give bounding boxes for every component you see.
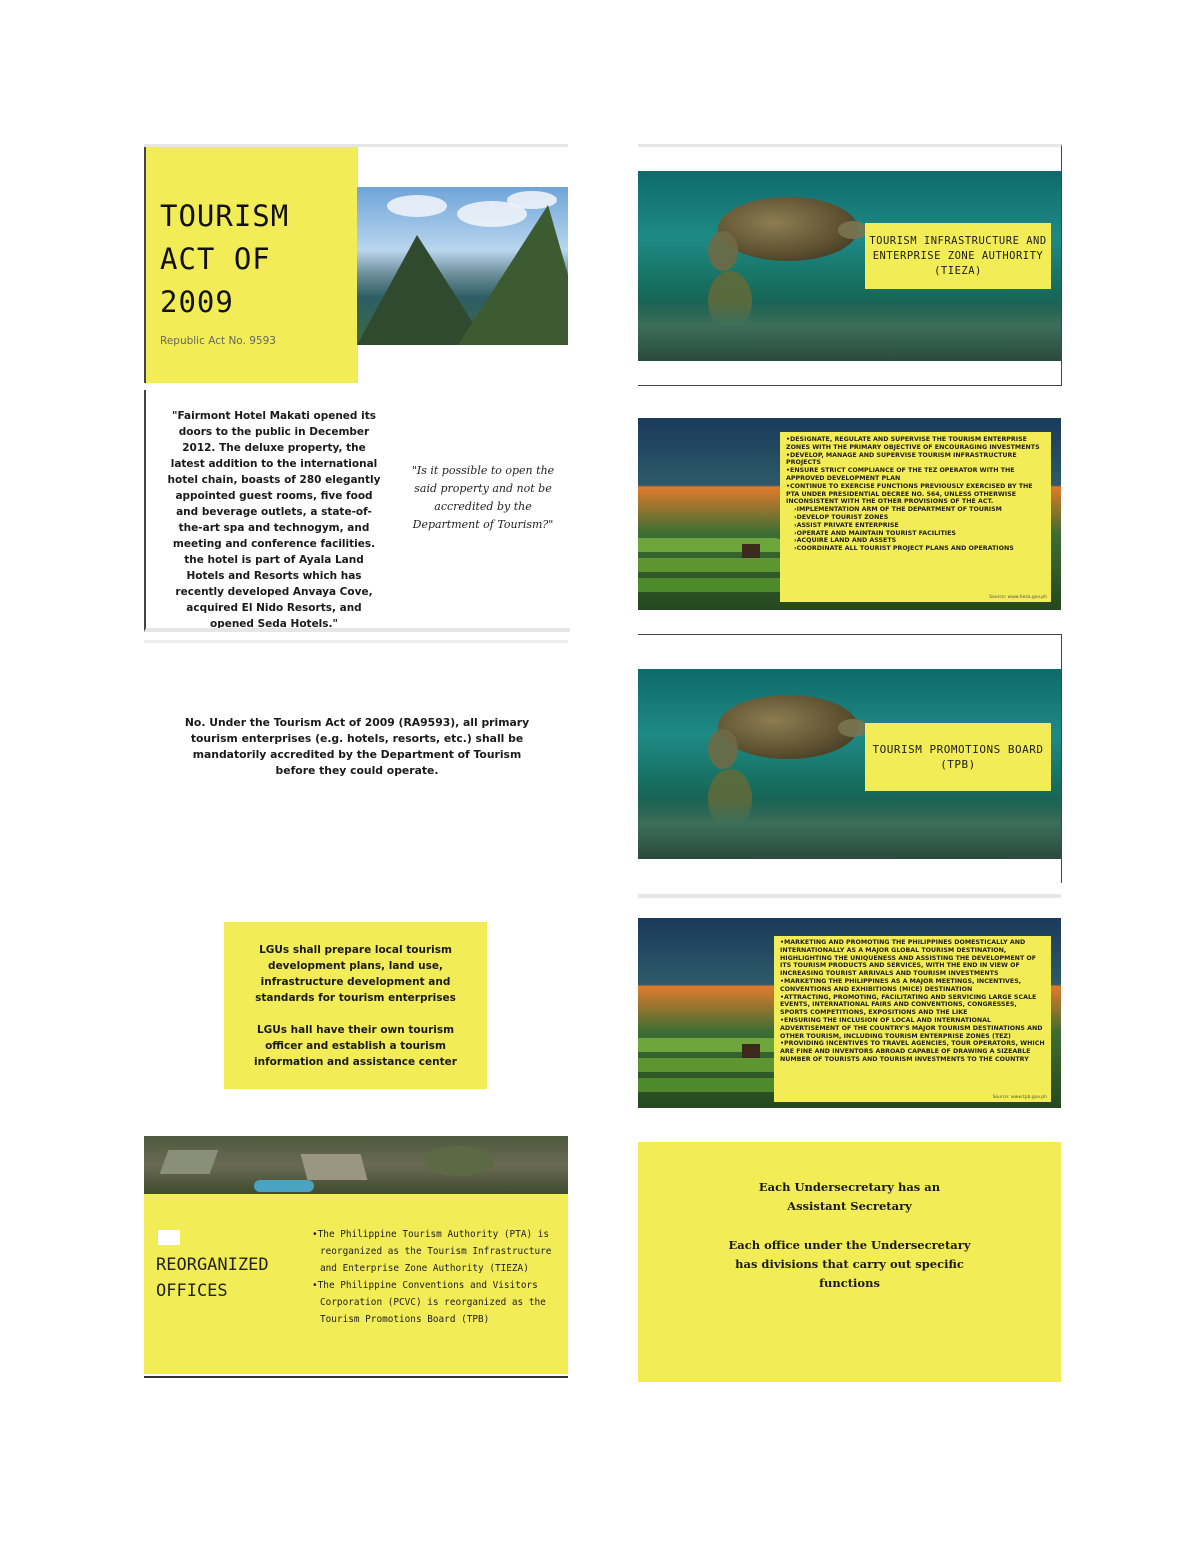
fairmont-quote: "Fairmont Hotel Makati opened its doors to the public in December 2012. The deluxe property, the latest addition to the international hotel chain, boasts of 280 elegantly appointed guest rooms, five food and beverage outlets, a state-of-the-art spa and technogym, and meeting and conference facilities. the hotel is part of Ayala Land Hotels and Resorts which has recently developed Anvaya Cove, acquired El Nido Resorts, and opened Seda Hotels.": [167, 410, 381, 630]
tieza-functions-panel: [780, 432, 1051, 602]
slide-accreditation-answer: [144, 640, 568, 881]
tieza-label-box: [865, 223, 1051, 289]
source-note: Source: www.tieza.gov.ph: [989, 595, 1047, 600]
title-panel: [144, 147, 358, 383]
lgu-plans-text: LGUs shall prepare local tourism development plans, land use, infrastructure development and standards for tourism enterprises: [255, 944, 456, 1004]
tpb-functions-panel: [774, 936, 1051, 1102]
assistant-secretary-text: Each Undersecretary has an Assistant Secretary: [758, 1180, 941, 1213]
lgu-officer-text: LGUs hall have their own tourism officer and establish a tourism information and assistance center: [254, 1024, 457, 1068]
reorganized-list: [312, 1226, 556, 1328]
divisions-text: Each office under the Undersecretary has divisions that carry out specific functions: [728, 1238, 971, 1290]
list-item: • DESIGNATE, REGULATE AND SUPERVISE THE TOURISM ENTERPRISE ZONES WITH THE PRIMARY OBJECTIVE OF ENCOURAGING INVESTMENTS: [786, 436, 1045, 452]
tieza-functions-list: [786, 436, 1045, 553]
slide-title: [160, 195, 289, 324]
list-item: • MARKETING AND PROMOTING THE PHILIPPINES DOMESTICALLY AND INTERNATIONALLY AS A MAJOR GLOBAL TOURISM DESTINATION, HIGHLIGHTING THE UNIQUENESS AND ASSISTING THE DEVELOPMENT OF ITS TOURISM PRODUCTS AND SERVICES, WITH THE END IN VIEW OF INCREASING TOURIST ARRIVALS AND TOURISM INVESTMENTS: [780, 939, 1045, 978]
list-item: • PROVIDING INCENTIVES TO TRAVEL AGENCIES, TOUR OPERATORS, WHICH ARE FINE AND INVENTORS ABROAD CAPABLE OF DRAWING A SIZEABLE NUMBER OF TOURISTS AND TOURISM INVESTMENTS TO THE COUNTRY: [780, 1040, 1045, 1063]
tpb-functions-list: [780, 939, 1045, 1064]
slide-tieza: [638, 144, 1062, 386]
list-item: › ASSIST PRIVATE ENTERPRISE: [786, 522, 1045, 530]
lake-mountain-photo: [357, 187, 568, 345]
resort-village-photo: [144, 1136, 568, 1194]
list-item-text: The Philippine Tourism Authority (PTA) is reorganized as the Tourism Infrastructure and Enterprise Zone Authority (TIEZA): [317, 1229, 552, 1274]
list-item: › OPERATE AND MAINTAIN TOURIST FACILITIES: [786, 530, 1045, 538]
list-item: • MARKETING THE PHILIPPINES AS A MAJOR MEETINGS, INCENTIVES, CONVENTIONS AND EXHIBITIONS (MICE) DESTINATION: [780, 978, 1045, 994]
sea-turtle-photo: [638, 669, 1061, 859]
slide-reorganized-offices: [144, 1136, 568, 1378]
list-item: •The Philippine Tourism Authority (PTA) is reorganized as the Tourism Infrastructure and Enterprise Zone Authority (TIEZA): [312, 1229, 552, 1274]
title-line: TOURISM: [160, 199, 290, 233]
accreditation-answer: No. Under the Tourism Act of 2009 (RA9593), all primary tourism enterprises (e.g. hotels, resorts, etc.) shall be mandatorily accredited by the Department of Tourism before they could operate.: [184, 716, 530, 777]
tpb-label: TOURISM PROMOTIONS BOARD (TPB): [872, 743, 1044, 771]
list-item: • CONTINUE TO EXERCISE FUNCTIONS PREVIOUSLY EXERCISED BY THE PTA UNDER PRESIDENTIAL DECREE NO. 564, UNLESS OTHERWISE INCONSISTENT WITH THE OTHER PROVISIONS OF THE ACT.: [786, 483, 1045, 506]
reorganized-panel: [144, 1194, 568, 1374]
list-item: • ATTRACTING, PROMOTING, FACILITATING AND SERVICING LARGE SCALE EVENTS, INTERNATIONAL FAIRS AND CONVENTIONS, CONGRESSES, SPORTS COMPETITIONS, EXPOSITIONS AND THE LIKE: [780, 994, 1045, 1017]
title-line: ACT OF: [160, 242, 271, 276]
accreditation-question: "Is it possible to open the said property and not be accredited by the Department of Tourism?": [411, 464, 555, 531]
slide-subtitle: Republic Act No. 9593: [160, 335, 276, 347]
slide-tpb: [638, 634, 1062, 883]
heading-line: OFFICES: [156, 1281, 228, 1301]
slide-fairmont-question: [144, 390, 570, 632]
slide-undersecretary: [638, 1142, 1061, 1382]
list-item: • ENSURE STRICT COMPLIANCE OF THE TEZ OPERATOR WITH THE APPROVED DEVELOPMENT PLAN: [786, 467, 1045, 483]
list-item: •The Philippine Conventions and Visitors Corporation (PCVC) is reorganized as the Tourism Promotions Board (TPB): [312, 1280, 546, 1325]
list-item: • ENSURING THE INCLUSION OF LOCAL AND INTERNATIONAL ADVERTISEMENT OF THE COUNTRY'S MAJOR TOURISM DESTINATIONS AND OTHER TOURISM, INCLUDING TOURISM ENTERPRISE ZONES (TEZ): [780, 1017, 1045, 1040]
heading-line: REORGANIZED: [156, 1255, 269, 1275]
list-item: › ACQUIRE LAND AND ASSETS: [786, 537, 1045, 545]
list-item: › DEVELOP TOURIST ZONES: [786, 514, 1045, 522]
slide-tpb-functions: [638, 894, 1061, 1112]
list-item: › IMPLEMENTATION ARM OF THE DEPARTMENT OF TOURISM: [786, 506, 1045, 514]
reorganized-heading: [156, 1252, 269, 1304]
white-accent-bar: [158, 1230, 180, 1245]
title-line: 2009: [160, 285, 234, 319]
tieza-label: TOURISM INFRASTRUCTURE AND ENTERPRISE ZONE AUTHORITY (TIEZA): [869, 234, 1047, 277]
slide-lgu: [144, 890, 568, 1128]
slide-tourism-act-title: [144, 144, 568, 385]
list-item: • DEVELOP, MANAGE AND SUPERVISE TOURISM INFRASTRUCTURE PROJECTS: [786, 452, 1045, 468]
slide-tieza-functions: [638, 418, 1061, 610]
tpb-label-box: [865, 723, 1051, 791]
list-item-text: The Philippine Conventions and Visitors Corporation (PCVC) is reorganized as the Tourism Promotions Board (TPB): [317, 1280, 546, 1325]
source-note: Source: www.tpb.gov.ph: [992, 1095, 1047, 1100]
lgu-panel: [224, 922, 487, 1089]
sea-turtle-photo: [638, 171, 1061, 361]
list-item: › COORDINATE ALL TOURIST PROJECT PLANS AND OPERATIONS: [786, 545, 1045, 553]
